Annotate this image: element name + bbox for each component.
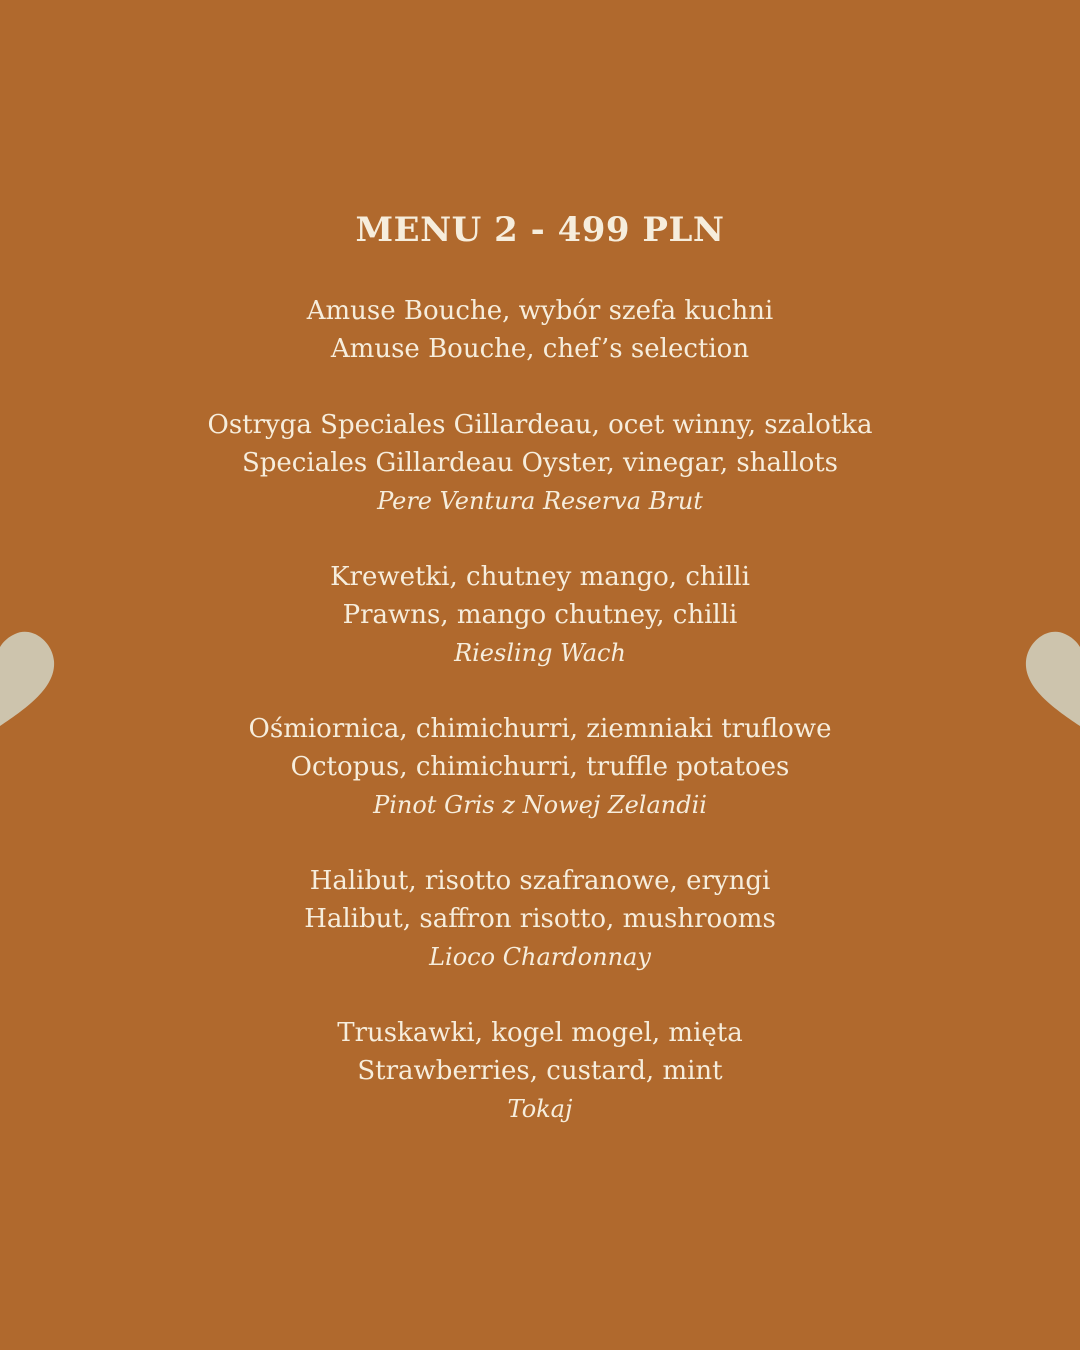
course-polish-name: Amuse Bouche, wybór szefa kuchni bbox=[306, 296, 774, 326]
course-english-name: Prawns, mango chutney, chilli bbox=[342, 600, 738, 630]
course-polish-name: Krewetki, chutney mango, chilli bbox=[330, 562, 750, 592]
course-english-name: Halibut, saffron risotto, mushrooms bbox=[304, 904, 776, 934]
course-list bbox=[0, 292, 1080, 1166]
course-polish-name: Halibut, risotto szafranowe, eryngi bbox=[309, 866, 771, 896]
course-item bbox=[0, 1014, 1080, 1128]
course-polish-name: Truskawki, kogel mogel, mięta bbox=[337, 1018, 743, 1048]
wine-pairing: Riesling Wach bbox=[454, 639, 626, 667]
course-item bbox=[0, 558, 1080, 672]
menu-title: MENU 2 - 499 PLN bbox=[355, 210, 725, 250]
course-english-name: Strawberries, custard, mint bbox=[357, 1056, 723, 1086]
wine-pairing: Lioco Chardonnay bbox=[429, 943, 651, 971]
wine-pairing: Pere Ventura Reserva Brut bbox=[377, 487, 703, 515]
course-item bbox=[0, 292, 1080, 368]
course-english-name: Speciales Gillardeau Oyster, vinegar, shallots bbox=[241, 448, 839, 478]
wine-pairing: Tokaj bbox=[507, 1095, 573, 1123]
course-item bbox=[0, 710, 1080, 824]
course-polish-name: Ostryga Speciales Gillardeau, ocet winny, szalotka bbox=[207, 410, 873, 440]
course-english-name: Octopus, chimichurri, truffle potatoes bbox=[290, 752, 790, 782]
course-item bbox=[0, 406, 1080, 520]
wine-pairing: Pinot Gris z Nowej Zelandii bbox=[373, 791, 707, 819]
course-english-name: Amuse Bouche, chef’s selection bbox=[330, 334, 750, 364]
course-polish-name: Ośmiornica, chimichurri, ziemniaki truflowe bbox=[248, 714, 832, 744]
course-item bbox=[0, 862, 1080, 976]
